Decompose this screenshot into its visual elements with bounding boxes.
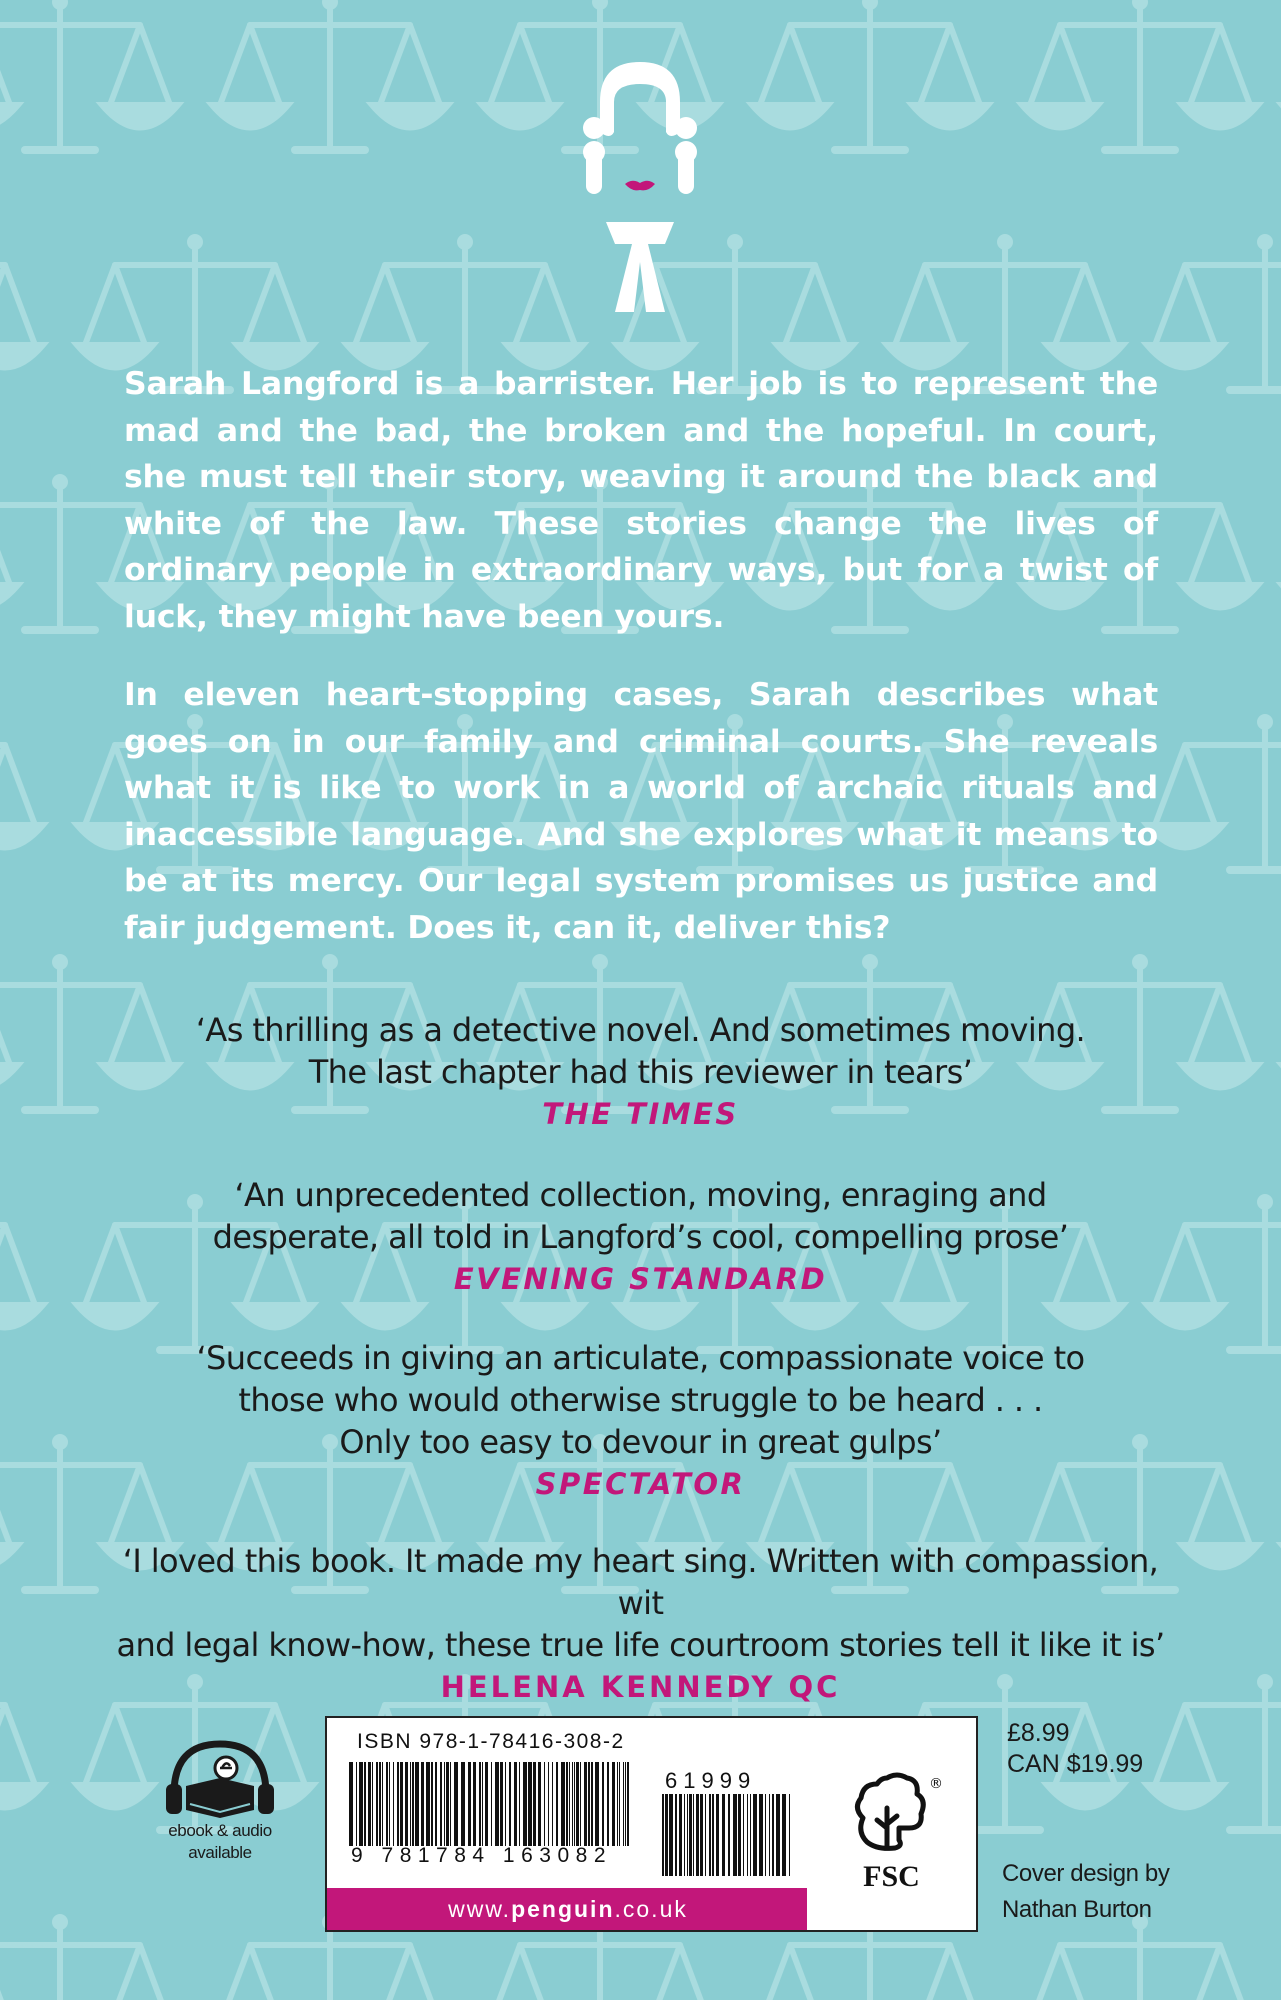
review-line: ‘I loved this book. It made my heart sing. Written with compassion, wit — [122, 1542, 1159, 1622]
credit-line-1: Cover design by — [1002, 1860, 1170, 1887]
barcode-panel — [325, 1716, 811, 1932]
fsc-registered-mark: ® — [929, 1776, 943, 1792]
cover-credit — [1002, 1856, 1169, 1928]
review-line: ‘As thrilling as a detective novel. And sometimes moving. — [195, 1011, 1086, 1049]
price-block — [1007, 1718, 1143, 1780]
review-source: EVENING STANDARD — [453, 1262, 828, 1296]
review-line: ‘An unprecedented collection, moving, enraging and — [234, 1176, 1047, 1214]
review-spectator — [100, 1337, 1181, 1505]
review-line: Only too easy to devour in great gulps’ — [339, 1423, 942, 1461]
review-line: those who would otherwise struggle to be heard . . . — [238, 1381, 1043, 1419]
price-uk: £8.99 — [1007, 1719, 1070, 1747]
review-the-times — [100, 1009, 1181, 1135]
isbn-barcode — [349, 1762, 629, 1846]
review-line: and legal know-how, these true life courtroom stories tell it like it is’ — [116, 1626, 1165, 1664]
ebook-audio-badge — [150, 1738, 290, 1864]
addon-barcode — [662, 1794, 792, 1876]
headphones-book-icon — [160, 1738, 280, 1820]
website-suffix: .co.uk — [614, 1896, 688, 1922]
review-line: The last chapter had this reviewer in tears’ — [308, 1053, 973, 1091]
audio-badge-line-1: ebook & audio — [168, 1821, 272, 1840]
audio-badge-line-2: available — [188, 1843, 252, 1862]
website-brand: penguin — [511, 1896, 615, 1922]
price-can: CAN $19.99 — [1007, 1750, 1144, 1778]
fsc-panel — [807, 1716, 978, 1932]
credit-line-2: Nathan Burton — [1002, 1896, 1152, 1923]
review-source: HELENA KENNEDY QC — [440, 1670, 841, 1704]
barcode-digits: 9 781784 163082 — [351, 1844, 612, 1867]
review-line: ‘Succeeds in giving an articulate, compassionate voice to — [196, 1339, 1085, 1377]
blurb-paragraph-1: Sarah Langford is a barrister. Her job is to represent the mad and the bad, the broken and the hopeful. In court, she must tell their story, weaving it around the black and white of the law. These stories change the lives of ordinary people in extraordinary ways, but for a twist of luck, they might have been yours. — [124, 366, 1158, 635]
review-evening-standard — [100, 1174, 1181, 1300]
fsc-tree-logo-icon — [837, 1768, 947, 1858]
barcode-addon-digits: 61999 — [665, 1768, 757, 1793]
barrister-wig-illustration — [570, 62, 710, 322]
review-line: desperate, all told in Langford’s cool, compelling prose’ — [212, 1218, 1069, 1256]
review-helena-kennedy — [100, 1540, 1181, 1708]
fsc-label: FSC — [863, 1860, 920, 1893]
website-link[interactable] — [327, 1888, 809, 1930]
isbn-label: ISBN 978-1-78416-308-2 — [357, 1730, 625, 1753]
website-prefix: www. — [448, 1896, 512, 1922]
review-source: SPECTATOR — [535, 1467, 746, 1501]
review-source: THE TIMES — [542, 1097, 739, 1131]
blurb-paragraph-2: In eleven heart-stopping cases, Sarah describes what goes on in our family and criminal courts. She reveals what it is like to work in a world of archaic rituals and inaccessible language. And she explores what it means to be at its mercy. Our legal system promises us justice and fair judgement. Does it, can it, deliver this? — [124, 677, 1158, 946]
